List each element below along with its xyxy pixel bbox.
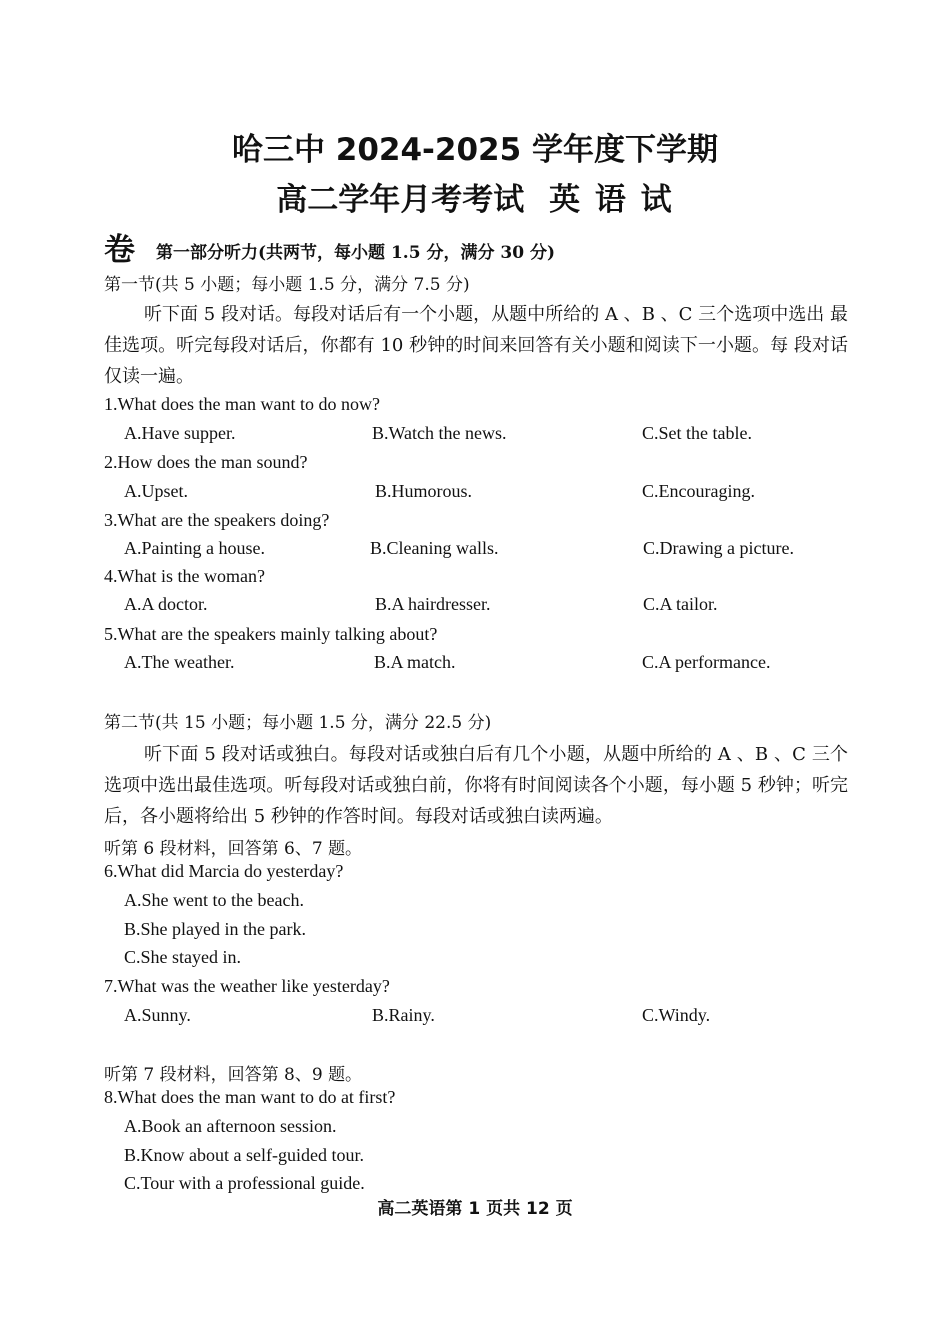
- question-1-option-c: C.Set the table.: [642, 423, 752, 443]
- question-3-stem: 3.What are the speakers doing?: [104, 510, 330, 530]
- material-7-label: 听第 7 段材料，回答第 8、9 题。: [104, 1065, 363, 1085]
- material-6-label: 听第 6 段材料，回答第 6、7 题。: [104, 839, 363, 859]
- question-2-stem: 2.How does the man sound?: [104, 452, 308, 472]
- exam-title-subject: 英 语 试: [549, 182, 674, 218]
- exam-title-line1: 哈三中 2024-2025 学年度下学期: [231, 132, 718, 168]
- question-7-option-c: C.Windy.: [642, 1005, 711, 1025]
- section2-heading: 第二节(共 15 小题；每小题 1.5 分，满分 22.5 分): [104, 713, 492, 733]
- question-6-option-b: B.She played in the park.: [124, 919, 306, 939]
- question-3-option-b: B.Cleaning walls.: [370, 538, 499, 558]
- question-6-option-c: C.She stayed in.: [124, 947, 241, 967]
- question-8-option-a: A.Book an afternoon session.: [124, 1116, 337, 1136]
- question-8-option-b: B.Know about a self-guided tour.: [124, 1145, 364, 1165]
- exam-title-line2: [0, 174, 950, 219]
- section2-instructions: 听下面 5 段对话或独白。每段对话或独白后有几个小题，从题中所给的 A 、B 、C 三个选项中选出最佳选项。听每段对话或独白前，你将有时间阅读各个小题，每小题 5 秒钟；听完后，各小题将给出 5 秒钟的作答时间。每段对话或独白读两遍。: [104, 744, 848, 827]
- question-8-option-c: C.Tour with a professional guide.: [124, 1173, 365, 1193]
- question-5-option-b: B.A match.: [374, 652, 456, 672]
- question-2-option-b: B.Humorous.: [375, 481, 473, 501]
- part1-heading: 第一部分听力(共两节，每小题 1.5 分，满分 30 分): [156, 243, 555, 263]
- question-4-option-a: A.A doctor.: [124, 594, 208, 614]
- question-4-option-b: B.A hairdresser.: [375, 594, 491, 614]
- page-footer: 高二英语第 1 页共 12 页: [377, 1199, 573, 1219]
- question-7-stem: 7.What was the weather like yesterday?: [104, 976, 390, 996]
- question-6-option-a: A.She went to the beach.: [124, 890, 304, 910]
- section1-heading: 第一节(共 5 小题；每小题 1.5 分，满分 7.5 分): [104, 275, 470, 295]
- exam-title-tail: 卷: [104, 232, 135, 268]
- question-5-option-a: A.The weather.: [124, 652, 235, 672]
- section1-instructions: 听下面 5 段对话。每段对话后有一个小题，从题中所给的 A 、B 、C 三个选项中选出 最佳选项。听完每段对话后，你都有 10 秒钟的时间来回答有关小题和阅读下一小题。每 段对话仅读一遍。: [104, 304, 848, 387]
- question-1-option-a: A.Have supper.: [124, 423, 236, 443]
- question-4-stem: 4.What is the woman?: [104, 566, 265, 586]
- question-7-option-b: B.Rainy.: [372, 1005, 435, 1025]
- question-3-option-c: C.Drawing a picture.: [643, 538, 794, 558]
- question-8-stem: 8.What does the man want to do at first?: [104, 1087, 396, 1107]
- exam-title-main: 高二学年月考考试: [276, 182, 525, 218]
- question-5-option-c: C.A performance.: [642, 652, 771, 672]
- question-2-option-a: A.Upset.: [124, 481, 188, 501]
- question-6-stem: 6.What did Marcia do yesterday?: [104, 861, 344, 881]
- question-7-option-a: A.Sunny.: [124, 1005, 191, 1025]
- question-1-stem: 1.What does the man want to do now?: [104, 394, 380, 414]
- question-5-stem: 5.What are the speakers mainly talking about?: [104, 624, 438, 644]
- question-1-option-b: B.Watch the news.: [372, 423, 507, 443]
- question-3-option-a: A.Painting a house.: [124, 538, 265, 558]
- question-2-option-c: C.Encouraging.: [642, 481, 755, 501]
- question-4-option-c: C.A tailor.: [643, 594, 718, 614]
